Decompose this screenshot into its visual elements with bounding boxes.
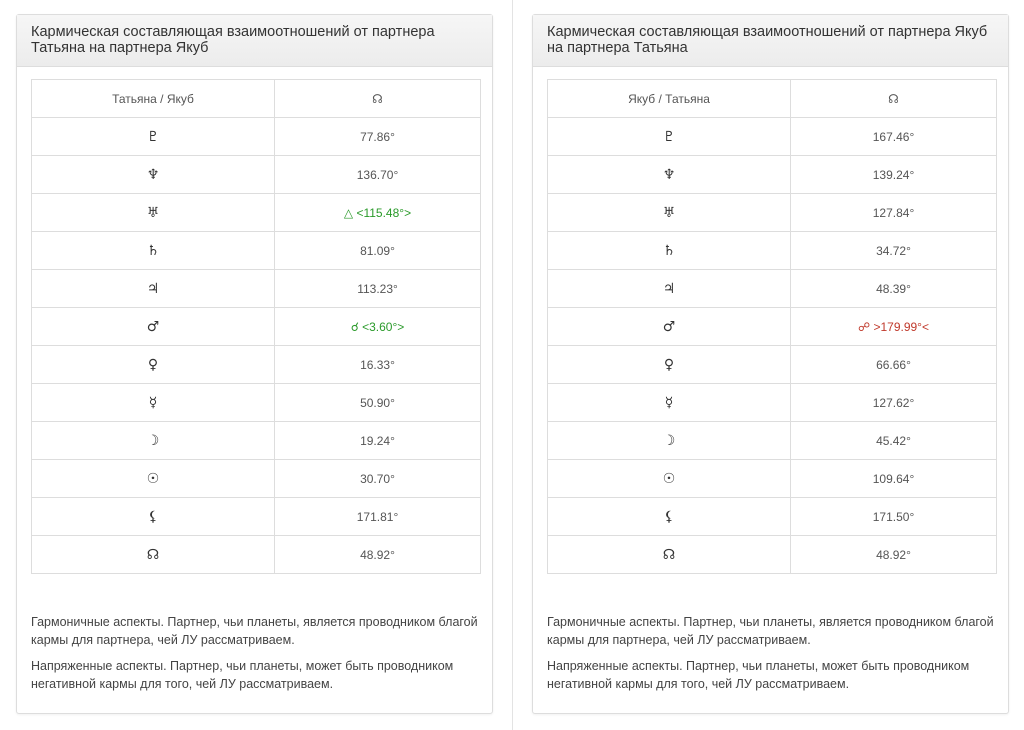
table-row xyxy=(548,194,997,232)
aspect-value: 127.84° xyxy=(791,194,997,232)
north-node-icon: ☊ xyxy=(32,536,275,574)
table-row xyxy=(32,384,481,422)
table-row xyxy=(548,156,997,194)
uranus-icon: ♅ xyxy=(32,194,275,232)
mercury-icon: ☿ xyxy=(32,384,275,422)
neptune-icon: ♆ xyxy=(548,156,791,194)
harmonic-note: Гармоничные аспекты. Партнер, чьи планеты, является проводником благой кармы для партнера, чей ЛУ рассматриваем. xyxy=(31,615,478,647)
table-row xyxy=(548,308,997,346)
moon-icon: ☽ xyxy=(32,422,275,460)
lilith-icon: ⚸ xyxy=(32,498,275,536)
panel-tatiana-to-yakub xyxy=(16,14,493,714)
panel-yakub-to-tatiana xyxy=(532,14,1009,714)
notes xyxy=(31,613,481,701)
panel-title: Кармическая составляющая взаимоотношений от партнера Татьяна на партнера Якуб xyxy=(17,15,492,67)
table-row xyxy=(32,346,481,384)
table-row xyxy=(548,384,997,422)
aspect-value: 34.72° xyxy=(791,232,997,270)
pair-header: Татьяна / Якуб xyxy=(32,80,275,118)
aspect-value: 77.86° xyxy=(275,118,481,156)
aspect-value: 66.66° xyxy=(791,346,997,384)
aspect-value: 139.24° xyxy=(791,156,997,194)
table-row xyxy=(32,270,481,308)
aspect-value: 16.33° xyxy=(275,346,481,384)
aspect-value: 45.42° xyxy=(791,422,997,460)
aspects-body xyxy=(32,118,481,574)
pluto-icon: ♇ xyxy=(32,118,275,156)
north-node-icon: ☊ xyxy=(548,536,791,574)
table-header-row xyxy=(548,80,997,118)
aspect-value: 30.70° xyxy=(275,460,481,498)
harmonic-note: Гармоничные аспекты. Партнер, чьи планеты, является проводником благой кармы для партнера, чей ЛУ рассматриваем. xyxy=(547,615,994,647)
aspects-table xyxy=(31,79,481,574)
lilith-icon: ⚸ xyxy=(548,498,791,536)
sun-icon: ☉ xyxy=(32,460,275,498)
table-row xyxy=(548,422,997,460)
table-row xyxy=(32,498,481,536)
aspect-value: 113.23° xyxy=(275,270,481,308)
tense-note: Напряженные аспекты. Партнер, чьи планеты, может быть проводником негативной кармы для того, чей ЛУ рассматриваем. xyxy=(547,659,970,691)
aspect-value: 109.64° xyxy=(791,460,997,498)
aspects-table xyxy=(547,79,997,574)
aspect-value: 127.62° xyxy=(791,384,997,422)
aspect-value: 171.81° xyxy=(275,498,481,536)
aspect-value: 136.70° xyxy=(275,156,481,194)
aspect-value: 48.92° xyxy=(791,536,997,574)
pluto-icon: ♇ xyxy=(548,118,791,156)
mars-icon: ♂ xyxy=(548,308,791,346)
aspect-value: 167.46° xyxy=(791,118,997,156)
table-row xyxy=(32,536,481,574)
mercury-icon: ☿ xyxy=(548,384,791,422)
mars-icon: ♂ xyxy=(32,308,275,346)
aspect-value: △ <115.48°> xyxy=(275,194,481,232)
north-node-icon: ☊ xyxy=(791,80,997,118)
jupiter-icon: ♃ xyxy=(32,270,275,308)
panel-title: Кармическая составляющая взаимоотношений от партнера Якуб на партнера Татьяна xyxy=(533,15,1008,67)
table-row xyxy=(32,232,481,270)
aspects-body xyxy=(548,118,997,574)
aspect-value: ☍ >179.99°< xyxy=(791,308,997,346)
aspect-value: 48.92° xyxy=(275,536,481,574)
table-row xyxy=(548,118,997,156)
jupiter-icon: ♃ xyxy=(548,270,791,308)
venus-icon: ♀ xyxy=(32,346,275,384)
aspect-value: 19.24° xyxy=(275,422,481,460)
table-row xyxy=(32,460,481,498)
table-row xyxy=(32,156,481,194)
table-row xyxy=(548,460,997,498)
table-row xyxy=(548,346,997,384)
table-row xyxy=(548,536,997,574)
aspect-value: 48.39° xyxy=(791,270,997,308)
column-divider xyxy=(512,0,513,730)
table-header-row xyxy=(32,80,481,118)
table-row xyxy=(32,422,481,460)
pair-header: Якуб / Татьяна xyxy=(548,80,791,118)
uranus-icon: ♅ xyxy=(548,194,791,232)
aspect-value: 81.09° xyxy=(275,232,481,270)
table-row xyxy=(32,118,481,156)
saturn-icon: ♄ xyxy=(548,232,791,270)
aspect-value: ☌ <3.60°> xyxy=(275,308,481,346)
moon-icon: ☽ xyxy=(548,422,791,460)
table-row xyxy=(32,194,481,232)
table-row xyxy=(32,308,481,346)
aspect-value: 50.90° xyxy=(275,384,481,422)
north-node-icon: ☊ xyxy=(275,80,481,118)
table-row xyxy=(548,498,997,536)
table-row xyxy=(548,232,997,270)
saturn-icon: ♄ xyxy=(32,232,275,270)
table-row xyxy=(548,270,997,308)
venus-icon: ♀ xyxy=(548,346,791,384)
tense-note: Напряженные аспекты. Партнер, чьи планеты, может быть проводником негативной кармы для того, чей ЛУ рассматриваем. xyxy=(31,659,454,691)
neptune-icon: ♆ xyxy=(32,156,275,194)
notes xyxy=(547,613,997,701)
aspect-value: 171.50° xyxy=(791,498,997,536)
sun-icon: ☉ xyxy=(548,460,791,498)
